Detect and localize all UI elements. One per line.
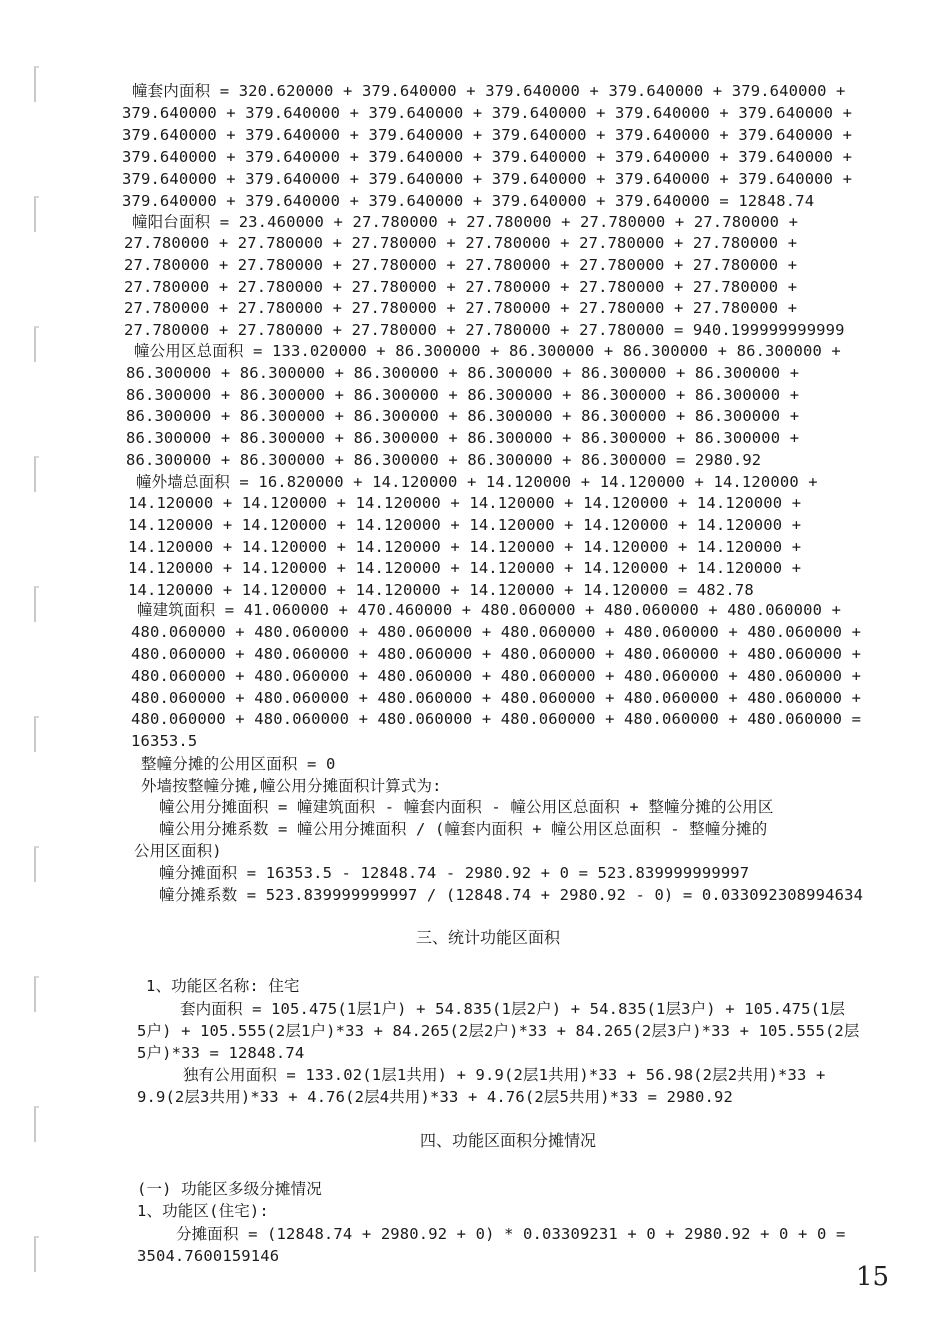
text-line: 14.120000 + 14.120000 + 14.120000 + 14.120000 + 14.120000 = 482.78 [128,581,754,599]
text-line: 14.120000 + 14.120000 + 14.120000 + 14.120000 + 14.120000 + 14.120000 + [128,494,802,512]
binder-hole-mark [34,456,39,492]
text-line: 幢分摊面积 = 16353.5 - 12848.74 - 2980.92 + 0 = 523.839999999997 [159,864,750,882]
text-line: 16353.5 [131,732,198,750]
text-line: 480.060000 + 480.060000 + 480.060000 + 480.060000 + 480.060000 + 480.060000 + [131,623,862,641]
text-line: 86.300000 + 86.300000 + 86.300000 + 86.300000 + 86.300000 + 86.300000 + [126,407,800,425]
text-line: 27.780000 + 27.780000 + 27.780000 + 27.780000 + 27.780000 + 27.780000 + [124,256,798,274]
text-line: 幢公用分摊系数 = 幢公用分摊面积 / (幢套内面积 + 幢公用区总面积 - 整幢分摊的 [159,820,768,838]
binder-hole-mark [34,586,39,622]
text-line: 27.780000 + 27.780000 + 27.780000 + 27.780000 + 27.780000 + 27.780000 + [124,234,798,252]
binder-hole-mark [34,326,39,362]
section-heading: 三、统计功能区面积 [416,928,561,947]
text-line: 27.780000 + 27.780000 + 27.780000 + 27.780000 + 27.780000 = 940.199999999999 [124,321,845,339]
binder-hole-mark [34,846,39,882]
text-line: 480.060000 + 480.060000 + 480.060000 + 480.060000 + 480.060000 + 480.060000 + [131,689,862,707]
text-line: 幢建筑面积 = 41.060000 + 470.460000 + 480.060000 + 480.060000 + 480.060000 + [137,601,842,619]
text-line: 480.060000 + 480.060000 + 480.060000 + 480.060000 + 480.060000 + 480.060000 + [131,645,862,663]
text-line: 幢阳台面积 = 23.460000 + 27.780000 + 27.780000 + 27.780000 + 27.780000 + [132,213,799,231]
text-line: 1、功能区(住宅): [137,1202,269,1220]
text-line: 分摊面积 = (12848.74 + 2980.92 + 0) * 0.03309231 + 0 + 2980.92 + 0 + 0 = [176,1225,846,1243]
text-line: 379.640000 + 379.640000 + 379.640000 + 379.640000 + 379.640000 + 379.640000 + [122,170,853,188]
text-line: 幢公用区总面积 = 133.020000 + 86.300000 + 86.300000 + 86.300000 + 86.300000 + [134,342,841,360]
text-line: (一) 功能区多级分摊情况 [137,1180,322,1198]
text-line: 5户)*33 = 12848.74 [137,1044,305,1062]
text-line: 套内面积 = 105.475(1层1户) + 54.835(1层2户) + 54.835(1层3户) + 105.475(1层 [180,1000,846,1018]
text-line: 幢外墙总面积 = 16.820000 + 14.120000 + 14.120000 + 14.120000 + 14.120000 + [136,473,818,491]
binder-hole-mark [34,1106,39,1142]
text-line: 27.780000 + 27.780000 + 27.780000 + 27.780000 + 27.780000 + 27.780000 + [124,299,798,317]
text-line: 480.060000 + 480.060000 + 480.060000 + 480.060000 + 480.060000 + 480.060000 + [131,667,862,685]
text-line: 379.640000 + 379.640000 + 379.640000 + 379.640000 + 379.640000 + 379.640000 + [122,126,853,144]
text-line: 480.060000 + 480.060000 + 480.060000 + 480.060000 + 480.060000 + 480.060000 = [131,710,862,728]
text-line: 379.640000 + 379.640000 + 379.640000 + 379.640000 + 379.640000 + 379.640000 + [122,104,853,122]
text-line: 14.120000 + 14.120000 + 14.120000 + 14.120000 + 14.120000 + 14.120000 + [128,559,802,577]
text-line: 379.640000 + 379.640000 + 379.640000 + 379.640000 + 379.640000 = 12848.74 [122,192,815,210]
binder-hole-mark [34,716,39,752]
text-line: 14.120000 + 14.120000 + 14.120000 + 14.120000 + 14.120000 + 14.120000 + [128,538,802,556]
text-line: 1、功能区名称: 住宅 [146,977,300,995]
page-number: 15 [856,1262,890,1292]
text-line: 86.300000 + 86.300000 + 86.300000 + 86.300000 + 86.300000 = 2980.92 [126,451,762,469]
text-line: 14.120000 + 14.120000 + 14.120000 + 14.120000 + 14.120000 + 14.120000 + [128,516,802,534]
text-line: 86.300000 + 86.300000 + 86.300000 + 86.300000 + 86.300000 + 86.300000 + [126,429,800,447]
text-line: 86.300000 + 86.300000 + 86.300000 + 86.300000 + 86.300000 + 86.300000 + [126,386,800,404]
text-line: 独有公用面积 = 133.02(1层1共用) + 9.9(2层1共用)*33 + 56.98(2层2共用)*33 + [183,1066,826,1084]
binder-hole-mark [34,196,39,232]
text-line: 86.300000 + 86.300000 + 86.300000 + 86.300000 + 86.300000 + 86.300000 + [126,364,800,382]
text-line: 幢公用分摊面积 = 幢建筑面积 - 幢套内面积 - 幢公用区总面积 + 整幢分摊的公用区 [159,798,774,816]
text-line: 外墙按整幢分摊,幢公用分摊面积计算式为: [141,777,442,795]
text-line: 27.780000 + 27.780000 + 27.780000 + 27.780000 + 27.780000 + 27.780000 + [124,278,798,296]
binder-hole-mark [34,976,39,1012]
binder-hole-mark [34,1236,39,1272]
text-line: 379.640000 + 379.640000 + 379.640000 + 379.640000 + 379.640000 + 379.640000 + [122,148,853,166]
binder-hole-mark [34,66,39,102]
text-line: 幢分摊系数 = 523.839999999997 / (12848.74 + 2980.92 - 0) = 0.033092308994634 [159,886,864,904]
text-line: 3504.7600159146 [137,1247,280,1265]
text-line: 幢套内面积 = 320.620000 + 379.640000 + 379.640000 + 379.640000 + 379.640000 + [132,82,846,100]
section-heading: 四、功能区面积分摊情况 [420,1131,597,1150]
text-line: 9.9(2层3共用)*33 + 4.76(2层4共用)*33 + 4.76(2层5共用)*33 = 2980.92 [137,1088,733,1106]
text-line: 5户) + 105.555(2层1户)*33 + 84.265(2层2户)*33 + 84.265(2层3户)*33 + 105.555(2层 [137,1022,860,1040]
text-line: 整幢分摊的公用区面积 = 0 [141,755,336,773]
text-line: 公用区面积) [134,842,222,860]
